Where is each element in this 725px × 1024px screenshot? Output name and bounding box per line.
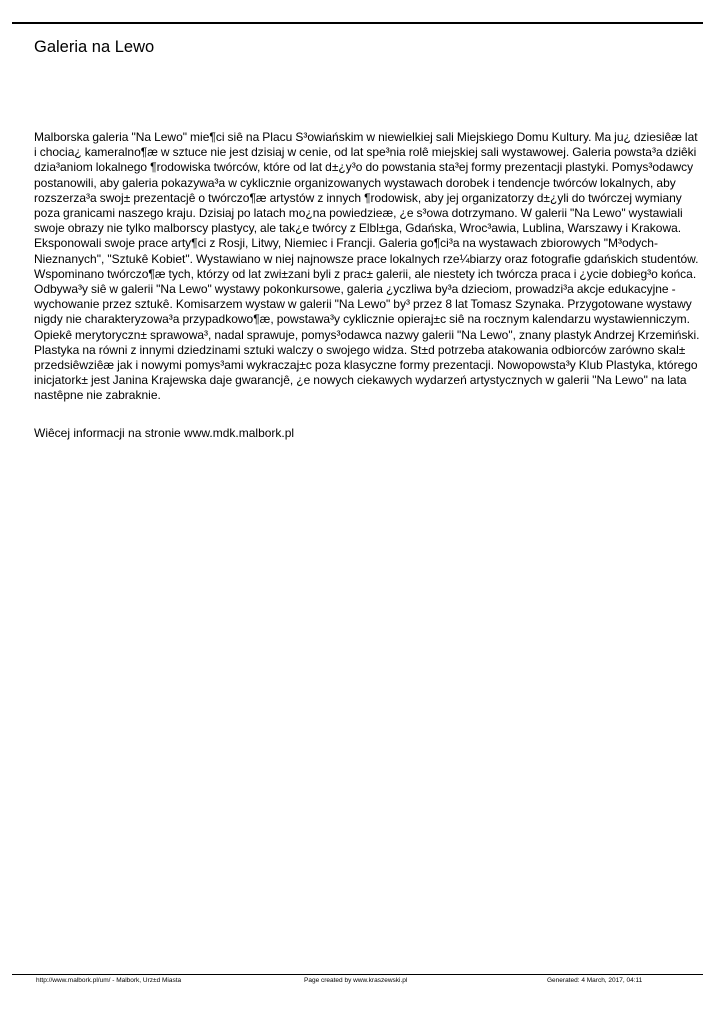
article-body: Malborska galeria "Na Lewo" mie¶ci siê na Placu S³owiańskim w niewielkiej sali Miejskiego Domu Kultury. Ma ju¿ dziesiêæ lat i chocia¿ kameralno¶æ w sztuce nie jest dzisiaj w cenie, od lat spe³nia rolê miejskiej sali wystawowej. Galeria powsta³a dziêki dzia³aniom lokalnego ¶rodowiska twórców, które od lat d±¿y³o do powstania sta³ej formy prezentacji plastyki. Pomys³odawcy postanowili, aby galeria pokazywa³a w cyklicznie organizowanych wystawach dorobek i tendencje twórców lokalnych, aby rozszerza³a swoj± prezentacjê o twórczo¶æ artystów z innych ¶rodowisk, aby jej organizatorzy d±¿yli do twórczej wymiany poza granicami naszego kraju. Dzisiaj po latach mo¿na powiedzieæ, ¿e s³owa dotrzymano. W galerii "Na Lewo" wystawiali swoje obrazy nie tylko malborscy plastycy, ale tak¿e twórcy z Elbl±ga, Gdańska, Wroc³awia, Lublina, Warszawy i Krakowa. Eksponowali swoje prace arty¶ci z Rosji, Litwy, Niemiec i Francji. Galeria go¶ci³a na wystawach zbiorowych "M³odych-Nieznanych", "Sztukê Kobiet". Wystawiano w niej najnowsze prace lokalnych rze¼biarzy oraz fotografie gdańskich studentów. Wspominano twórczo¶æ tych, którzy od lat zwi±zani byli z prac± galerii, ale niestety ich twórcza praca i ¿ycie dobieg³o końca. Odbywa³y siê w galerii "Na Lewo" wystawy pokonkursowe, galeria ¿yczliwa by³a dzieciom, prowadzi³a akcje edukacyjne - wychowanie przez sztukê. Komisarzem wystaw w galerii "Na Lewo" by³ przez 8 lat Tomasz Szynaka. Przygotowane wystawy nigdy nie charakteryzowa³a przypadkowo¶æ, powstawa³y cyklicznie opieraj±c siê na rocznym kalendarzu wystawienniczym. Opiekê merytoryczn± sprawowa³, nadal sprawuje, pomys³odawca nazwy galerii "Na Lewo", znany plastyk Andrzej Krzemiński. Plastyka na równi z innymi dziedzinami sztuki walczy o swojego widza. St±d potrzeba atakowania odbiorców zarówno skal± przedsiêwziêæ jak i nowymi pomys³ami wykraczaj±c poza klasyczne formy prezentacji. Nowopowsta³y Klub Plastyka, którego inicjatork± jest Janina Krajewska daje gwarancjê, ¿e nowych ciekawych wydarzeń artystycznych w galerii "Na Lewo" na lata nastêpne nie zabraknie. — [34, 130, 700, 403]
more-info-text: Wiêcej informacji na stronie www.mdk.malbork.pl — [34, 426, 295, 440]
footer-source: http://www.malbork.pl/um/ - Malbork, Urz±d Miasta — [36, 977, 182, 984]
footer-generated: Generated: 4 March, 2017, 04:11 — [547, 977, 643, 984]
footer-divider — [12, 974, 703, 975]
footer-created-by: Page created by www.kraszewski.pl — [304, 977, 408, 984]
top-divider — [12, 22, 703, 24]
page-title: Galeria na Lewo — [34, 38, 155, 56]
